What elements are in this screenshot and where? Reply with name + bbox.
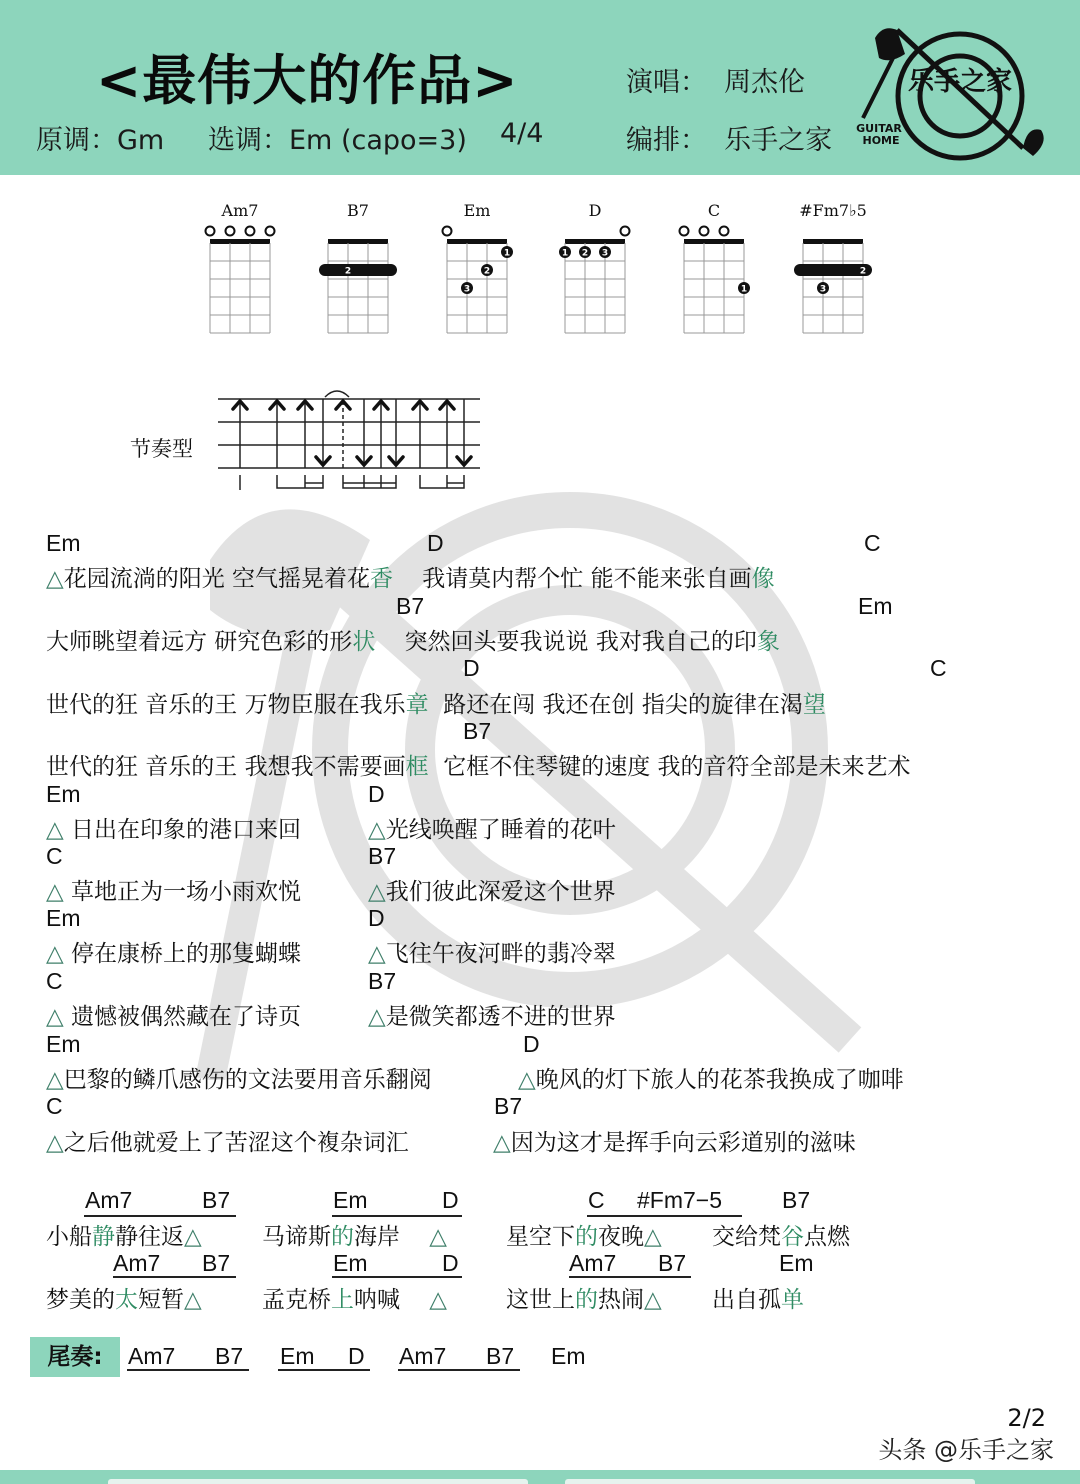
lyric-text: 是微笑都透不进的世界 xyxy=(385,1004,616,1030)
chord-symbol: B7 xyxy=(202,1250,231,1276)
header-banner xyxy=(0,0,1080,175)
lyric-text: 静往返 xyxy=(115,1224,184,1250)
lyric-text: 它框不住琴键的速度 我的音符全部是未来艺术 xyxy=(428,754,911,780)
highlighted-syllable: 状 xyxy=(352,629,376,655)
lyric-text: 巴黎的鳞爪感伤的文法要用音乐翻阅 xyxy=(63,1067,432,1093)
lyric-line xyxy=(46,1281,202,1314)
chord-underline xyxy=(332,1276,462,1278)
chord-symbol: Em xyxy=(46,781,81,807)
chord-symbol: B7 xyxy=(368,843,397,869)
triangle-marker-icon: △ xyxy=(493,1130,511,1156)
lyric-line xyxy=(368,998,616,1031)
highlighted-syllable: 的 xyxy=(575,1224,598,1250)
lyric-line xyxy=(712,1218,850,1251)
svg-text:2: 2 xyxy=(344,266,352,277)
outro-chord: B7 xyxy=(486,1343,515,1369)
chord-diagram xyxy=(200,195,280,345)
chord-diagram xyxy=(674,195,754,345)
guitar-home-logo xyxy=(845,18,1055,168)
lyric-text: 之后他就爱上了苦涩这个複杂词汇 xyxy=(63,1130,409,1156)
chord-diagram-name: D xyxy=(588,201,602,220)
chord-symbol: Em xyxy=(779,1250,814,1276)
footer-tab xyxy=(565,1479,975,1484)
triangle-marker-icon: △ xyxy=(429,1224,447,1250)
outro-chord: Em xyxy=(551,1343,586,1369)
chord-symbol: B7 xyxy=(463,718,492,744)
lyric-text: 海岸 xyxy=(354,1224,430,1250)
chord-diagram-name: B7 xyxy=(347,201,369,220)
svg-text:1: 1 xyxy=(740,284,748,295)
lyric-text: 日出在印象的港口来回 xyxy=(71,817,301,843)
chord-symbol: Am7 xyxy=(85,1187,133,1213)
chord-symbol: C xyxy=(930,655,947,681)
chord-diagram-name: Em xyxy=(463,201,491,220)
chord-symbol: B7 xyxy=(368,968,397,994)
lyric-text: 交给梵 xyxy=(712,1224,781,1250)
lyric-text: 世代的狂 音乐的王 万物臣服在我乐 xyxy=(46,692,406,718)
chord-symbol: C xyxy=(864,530,881,556)
chord-diagram xyxy=(318,195,398,345)
chord-diagram-name: #Fm7♭5 xyxy=(799,201,867,220)
highlighted-syllable: 的 xyxy=(331,1224,354,1250)
footer-bar xyxy=(0,1470,1080,1484)
lyric-text: 大师眺望着远方 研究色彩的形 xyxy=(46,629,353,655)
chord-symbol: B7 xyxy=(782,1187,811,1213)
outro-chord: Am7 xyxy=(399,1343,447,1369)
chord-symbol: C xyxy=(46,1093,63,1119)
lyric-text: 飞往午夜河畔的翡冷翠 xyxy=(385,941,616,967)
fretboard-icon xyxy=(200,223,280,343)
svg-text:2: 2 xyxy=(483,266,491,277)
lyric-text: 花园流淌的阳光 空气摇晃着花 xyxy=(63,566,371,592)
triangle-marker-icon: △ xyxy=(46,566,64,592)
outro-chord: Am7 xyxy=(128,1343,176,1369)
lyric-text: 小船 xyxy=(46,1224,92,1250)
svg-text:3: 3 xyxy=(463,284,471,295)
lyric-line xyxy=(46,935,301,968)
lyric-line xyxy=(493,1124,856,1157)
highlighted-syllable: 太 xyxy=(115,1287,138,1313)
lyric-line xyxy=(46,686,826,719)
triangle-marker-icon: △ xyxy=(46,1004,71,1030)
chord-symbol: Em xyxy=(46,905,81,931)
chord-diagram-name: Am7 xyxy=(221,201,259,220)
lyric-line xyxy=(368,935,616,968)
chord-diagram xyxy=(555,195,635,345)
strum-pattern xyxy=(130,385,490,495)
strum-pattern-label: 节奏型 xyxy=(130,437,193,461)
lyric-text: 点燃 xyxy=(804,1224,850,1250)
outro-chord: Em xyxy=(280,1343,315,1369)
chord-symbol: B7 xyxy=(396,593,425,619)
lyric-text: 突然回头要我说说 我对我自己的印 xyxy=(375,629,757,655)
triangle-marker-icon: △ xyxy=(429,1287,447,1313)
svg-text:1: 1 xyxy=(561,248,569,259)
lyric-line xyxy=(46,1061,432,1094)
highlighted-syllable: 上 xyxy=(331,1287,354,1313)
chord-underline xyxy=(113,1276,236,1278)
strum-pattern-icon xyxy=(215,385,485,495)
triangle-marker-icon: △ xyxy=(368,817,386,843)
selected-key: 选调：Em (capo=3) xyxy=(208,125,467,156)
lyric-text: 因为这才是挥手向云彩道别的滋味 xyxy=(510,1130,856,1156)
triangle-marker-icon: △ xyxy=(184,1287,202,1313)
chord-symbol: Am7 xyxy=(113,1250,161,1276)
svg-text:3: 3 xyxy=(819,284,827,295)
svg-text:乐手之家: 乐手之家 xyxy=(907,67,1013,97)
highlighted-syllable: 静 xyxy=(92,1224,115,1250)
chord-symbol: D xyxy=(442,1250,459,1276)
fretboard-icon xyxy=(674,223,754,343)
svg-text:2: 2 xyxy=(859,266,867,277)
lyric-text: 这世上 xyxy=(506,1287,575,1313)
chord-diagram-name: C xyxy=(707,201,721,220)
triangle-marker-icon: △ xyxy=(644,1287,662,1313)
lyric-line xyxy=(368,873,616,906)
chord-symbol: Em xyxy=(46,1031,81,1057)
chord-diagram xyxy=(793,195,873,345)
outro-label: 尾奏: xyxy=(30,1337,120,1377)
chord-symbol: B7 xyxy=(658,1250,687,1276)
chord-symbol: Em xyxy=(46,530,81,556)
fretboard-icon xyxy=(318,223,398,343)
lyric-text: 光线唤醒了睡着的花叶 xyxy=(385,817,616,843)
chord-symbol: #Fm7−5 xyxy=(637,1187,723,1213)
lyric-text: 梦美的 xyxy=(46,1287,115,1313)
lyric-text: 孟克桥 xyxy=(262,1287,331,1313)
triangle-marker-icon: △ xyxy=(46,817,71,843)
song-title: <最伟大的作品> xyxy=(96,49,519,112)
chord-symbol: C xyxy=(46,843,63,869)
chord-symbol: D xyxy=(442,1187,459,1213)
chord-diagrams xyxy=(0,195,1080,345)
lyric-text: 世代的狂 音乐的王 我想我不需要画 xyxy=(46,754,406,780)
triangle-marker-icon: △ xyxy=(368,941,386,967)
triangle-marker-icon: △ xyxy=(46,1067,64,1093)
triangle-marker-icon: △ xyxy=(368,1004,386,1030)
lyric-line xyxy=(46,560,775,593)
lyric-line xyxy=(46,748,911,781)
logo-icon xyxy=(845,18,1055,168)
lyric-text: 路还在闯 我还在创 指尖的旋律在渴 xyxy=(428,692,803,718)
outro-chord: D xyxy=(348,1343,365,1369)
lyric-line xyxy=(46,1124,409,1157)
lyric-text: 马谛斯 xyxy=(262,1224,331,1250)
chord-diagram xyxy=(437,195,517,345)
lyric-line xyxy=(368,811,616,844)
lyric-text: 短暂 xyxy=(138,1287,184,1313)
highlighted-syllable: 像 xyxy=(751,566,775,592)
svg-text:3: 3 xyxy=(601,248,609,259)
lyric-line xyxy=(506,1218,662,1251)
chord-symbol: Am7 xyxy=(569,1250,617,1276)
chord-underline xyxy=(569,1276,691,1278)
chord-symbol: C xyxy=(588,1187,605,1213)
highlighted-syllable: 的 xyxy=(575,1287,598,1313)
singer: 演唱： 周杰伦 xyxy=(626,67,806,98)
chord-underline xyxy=(278,1369,370,1371)
chord-symbol: D xyxy=(368,781,385,807)
lyric-line xyxy=(262,1218,447,1251)
lyric-text: 我请莫内帮个忙 能不能来张自画 xyxy=(393,566,752,592)
chord-underline xyxy=(84,1215,236,1217)
highlighted-syllable: 香 xyxy=(370,566,394,592)
highlighted-syllable: 望 xyxy=(802,692,826,718)
chord-symbol: Em xyxy=(333,1187,368,1213)
highlighted-syllable: 框 xyxy=(405,754,429,780)
chord-underline xyxy=(332,1215,462,1217)
chord-symbol: Em xyxy=(333,1250,368,1276)
lyric-text: 遗憾被偶然藏在了诗页 xyxy=(71,1004,301,1030)
triangle-marker-icon: △ xyxy=(46,879,71,905)
triangle-marker-icon: △ xyxy=(368,879,386,905)
svg-text:GUITAR: GUITAR xyxy=(856,122,902,135)
triangle-marker-icon: △ xyxy=(518,1067,536,1093)
lyric-text: 星空下 xyxy=(506,1224,575,1250)
page-number: 2/2 xyxy=(1007,1404,1046,1432)
lyric-line xyxy=(46,1218,202,1251)
arranger: 编排： 乐手之家 xyxy=(626,125,833,156)
lyric-text: 热闹 xyxy=(598,1287,644,1313)
highlighted-syllable: 谷 xyxy=(781,1224,804,1250)
chord-symbol: D xyxy=(523,1031,540,1057)
lyric-line xyxy=(46,811,301,844)
highlighted-syllable: 章 xyxy=(405,692,429,718)
outro-chord: B7 xyxy=(215,1343,244,1369)
lyric-line xyxy=(506,1281,662,1314)
lyric-text: 我们彼此深爱这个世界 xyxy=(385,879,616,905)
time-signature: 4/4 xyxy=(500,118,544,149)
lyric-text: 草地正为一场小雨欢悦 xyxy=(71,879,301,905)
chord-symbol: D xyxy=(368,905,385,931)
highlighted-syllable: 单 xyxy=(781,1287,804,1313)
lyric-text: 出自孤 xyxy=(712,1287,781,1313)
footer-tab xyxy=(108,1479,528,1484)
lyric-text: 停在康桥上的那隻蝴蝶 xyxy=(71,941,301,967)
lyric-line xyxy=(712,1281,804,1314)
chord-symbol: B7 xyxy=(202,1187,231,1213)
chord-symbol: Em xyxy=(858,593,893,619)
source-credit: 头条 @乐手之家 xyxy=(878,1436,1054,1464)
chord-symbol: B7 xyxy=(494,1093,523,1119)
lyric-line xyxy=(46,998,301,1031)
svg-text:2: 2 xyxy=(581,248,589,259)
chord-symbol: D xyxy=(463,655,480,681)
lyric-line xyxy=(46,873,301,906)
triangle-marker-icon: △ xyxy=(184,1224,202,1250)
lyric-line xyxy=(262,1281,447,1314)
lyric-text: 夜晚 xyxy=(598,1224,644,1250)
fretboard-icon xyxy=(437,223,517,343)
chord-symbol: C xyxy=(46,968,63,994)
original-key: 原调：Gm xyxy=(36,125,165,156)
svg-text:1: 1 xyxy=(503,248,511,259)
chord-underline xyxy=(127,1369,249,1371)
highlighted-syllable: 象 xyxy=(756,629,780,655)
lyric-line xyxy=(518,1061,904,1094)
triangle-marker-icon: △ xyxy=(46,941,71,967)
lyric-text: 呐喊 xyxy=(354,1287,430,1313)
chord-underline xyxy=(587,1215,742,1217)
svg-text:HOME: HOME xyxy=(862,134,900,147)
triangle-marker-icon: △ xyxy=(46,1130,64,1156)
chord-underline xyxy=(398,1369,520,1371)
fretboard-icon xyxy=(793,223,873,343)
fretboard-icon xyxy=(555,223,635,343)
triangle-marker-icon: △ xyxy=(644,1224,662,1250)
chord-symbol: D xyxy=(427,530,444,556)
lyric-text: 晚风的灯下旅人的花茶我换成了咖啡 xyxy=(535,1067,904,1093)
lyric-line xyxy=(46,623,780,656)
